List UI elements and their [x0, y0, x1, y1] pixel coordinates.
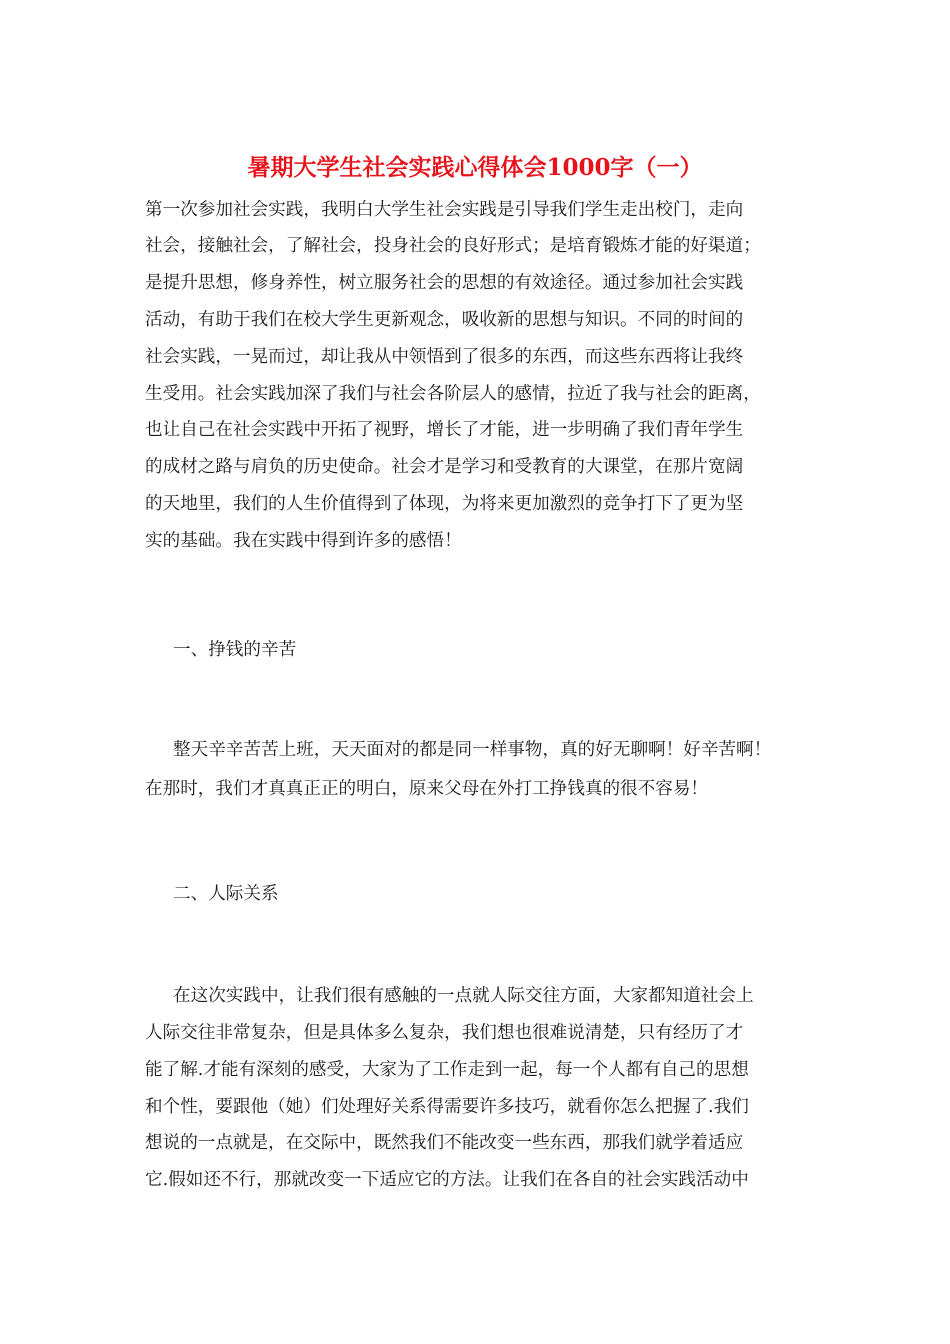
paragraph-line: 人际交往非常复杂，但是具体多么复杂，我们想也很难说清楚，只有经历了才 [145, 1023, 744, 1043]
paragraph-line: 想说的一点就是，在交际中，既然我们不能改变一些东西，那我们就学着适应 [145, 1133, 744, 1153]
paragraph-line: 在这次实践中，让我们很有感触的一点就人际交往方面，大家都知道社会上 [173, 986, 754, 1006]
intro-line: 生受用。社会实践加深了我们与社会各阶层人的感情，拉近了我与社会的距离， [145, 384, 761, 404]
section-heading: 二、人际关系 [173, 884, 279, 904]
paragraph-line: 它.假如还不行，那就改变一下适应它的方法。让我们在各自的社会实践活动中 [145, 1170, 749, 1190]
paragraph-line: 和个性，要跟他（她）们处理好关系得需要许多技巧，就看你怎么把握了.我们 [145, 1097, 749, 1117]
intro-line: 社会实践，一晃而过，却让我从中领悟到了很多的东西，而这些东西将让我终 [145, 347, 744, 367]
paragraph-line: 能了解.才能有深刻的感受，大家为了工作走到一起，每一个人都有自己的思想 [145, 1060, 749, 1080]
document-title: 暑期大学生社会实践心得体会1000字（一） [247, 154, 703, 181]
intro-line: 是提升思想，修身养性，树立服务社会的思想的有效途径。通过参加社会实践 [145, 273, 744, 293]
intro-line: 社会，接触社会，了解社会，投身社会的良好形式；是培育锻炼才能的好渠道； [145, 236, 761, 256]
intro-line: 实的基础。我在实践中得到许多的感悟！ [145, 531, 462, 551]
paragraph-line: 整天辛辛苦苦上班，天天面对的都是同一样事物，真的好无聊啊！好辛苦啊！ [173, 740, 772, 760]
intro-line: 活动，有助于我们在校大学生更新观念，吸收新的思想与知识。不同的时间的 [145, 310, 744, 330]
intro-line: 的成材之路与肩负的历史使命。社会才是学习和受教育的大课堂，在那片宽阔 [145, 457, 744, 477]
paragraph-line: 在那时，我们才真真正正的明白，原来父母在外打工挣钱真的很不容易！ [145, 779, 709, 799]
section-heading: 一、挣钱的辛苦 [173, 640, 297, 660]
intro-line: 也让自己在社会实践中开拓了视野，增长了才能，进一步明确了我们青年学生 [145, 420, 744, 440]
intro-line: 第一次参加社会实践，我明白大学生社会实践是引导我们学生走出校门，走向 [145, 200, 744, 220]
intro-line: 的天地里，我们的人生价值得到了体现，为将来更加激烈的竞争打下了更为坚 [145, 494, 744, 514]
